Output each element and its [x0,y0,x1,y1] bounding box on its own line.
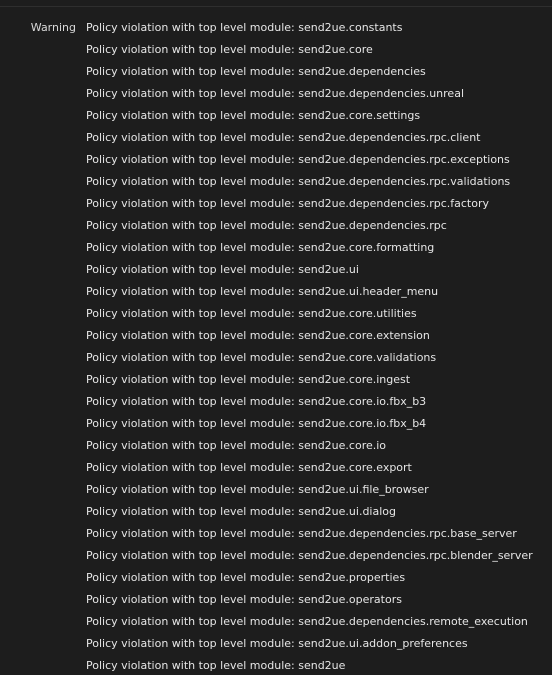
log-entry [0,655,552,675]
log-message: Policy violation with top level module: send2ue.core.io.fbx_b4 [86,417,427,430]
log-message: Policy violation with top level module: send2ue.dependencies.rpc.blender_server [86,549,533,562]
log-entry [0,435,552,457]
log-entry [0,589,552,611]
log-level-label [0,457,86,479]
log-message: Policy violation with top level module: send2ue.core.utilities [86,307,417,320]
log-level-label [0,655,86,675]
log-level-label [0,149,86,171]
log-level-label [0,215,86,237]
log-message: Policy violation with top level module: send2ue.core.io [86,439,387,452]
log-message: Policy violation with top level module: send2ue.ui [86,263,359,276]
log-level-label: Warning [30,21,76,34]
log-level-label [0,83,86,105]
log-entry [0,237,552,259]
log-list [0,17,552,675]
log-level-label [0,61,86,83]
log-level-label [0,633,86,655]
log-level-label [0,369,86,391]
log-entry [0,61,552,83]
log-level-label [0,39,86,61]
log-level-label [0,347,86,369]
log-message: Policy violation with top level module: send2ue.core.extension [86,329,430,342]
log-entry [0,303,552,325]
log-entry [0,545,552,567]
log-entry [0,479,552,501]
log-level-label [0,193,86,215]
log-message: Policy violation with top level module: send2ue.dependencies.unreal [86,87,465,100]
log-message: Policy violation with top level module: send2ue.dependencies.rpc [86,219,447,232]
log-entry [0,127,552,149]
log-level-label [0,281,86,303]
log-message: Policy violation with top level module: send2ue.constants [86,21,403,34]
log-entry [0,39,552,61]
log-entry [0,347,552,369]
log-message: Policy violation with top level module: send2ue.ui.addon_preferences [86,637,468,650]
log-message: Policy violation with top level module: send2ue [86,659,346,672]
log-message: Policy violation with top level module: send2ue.core.formatting [86,241,435,254]
log-level-label [0,545,86,567]
log-entry [0,413,552,435]
log-entry [0,105,552,127]
log-level-label [0,567,86,589]
log-entry [0,281,552,303]
log-message: Policy violation with top level module: send2ue.dependencies.remote_execution [86,615,528,628]
log-message: Policy violation with top level module: send2ue.core.validations [86,351,437,364]
log-level-label [0,479,86,501]
log-entry [0,259,552,281]
log-level-label [0,325,86,347]
log-level-label [0,303,86,325]
log-level-label [0,105,86,127]
log-message: Policy violation with top level module: send2ue.ui.header_menu [86,285,439,298]
log-entry [0,391,552,413]
log-entry [0,193,552,215]
log-message: Policy violation with top level module: send2ue.ui.file_browser [86,483,429,496]
log-message: Policy violation with top level module: send2ue.dependencies.rpc.exceptions [86,153,510,166]
log-level-label [0,523,86,545]
log-entry [0,369,552,391]
log-message: Policy violation with top level module: send2ue.core.export [86,461,412,474]
log-message: Policy violation with top level module: send2ue.core.io.fbx_b3 [86,395,427,408]
log-level-label [0,435,86,457]
log-message: Policy violation with top level module: send2ue.dependencies.rpc.validations [86,175,511,188]
log-message: Policy violation with top level module: send2ue.core [86,43,373,56]
log-message: Policy violation with top level module: send2ue.dependencies.rpc.base_server [86,527,517,540]
log-entry [0,325,552,347]
log-entry [0,523,552,545]
log-entry [0,457,552,479]
log-level-label [0,237,86,259]
log-level-label [0,589,86,611]
log-level-label [0,611,86,633]
log-message: Policy violation with top level module: send2ue.ui.dialog [86,505,396,518]
log-entry [0,633,552,655]
log-level-label [0,171,86,193]
log-entry [0,501,552,523]
log-message: Policy violation with top level module: send2ue.core.ingest [86,373,411,386]
log-message: Policy violation with top level module: send2ue.dependencies [86,65,426,78]
log-message: Policy violation with top level module: send2ue.dependencies.rpc.client [86,131,481,144]
log-message: Policy violation with top level module: send2ue.operators [86,593,402,606]
log-level-label [0,391,86,413]
log-message: Policy violation with top level module: send2ue.properties [86,571,406,584]
log-entry [0,215,552,237]
log-entry [0,611,552,633]
log-entry [0,83,552,105]
log-message: Policy violation with top level module: send2ue.core.settings [86,109,421,122]
log-level-label [0,259,86,281]
log-entry [0,17,552,39]
log-entry [0,567,552,589]
log-message: Policy violation with top level module: send2ue.dependencies.rpc.factory [86,197,489,210]
log-entry [0,149,552,171]
top-divider [0,6,552,7]
log-entry [0,171,552,193]
log-level-label [0,501,86,523]
log-level-label [0,127,86,149]
log-level-label [0,413,86,435]
